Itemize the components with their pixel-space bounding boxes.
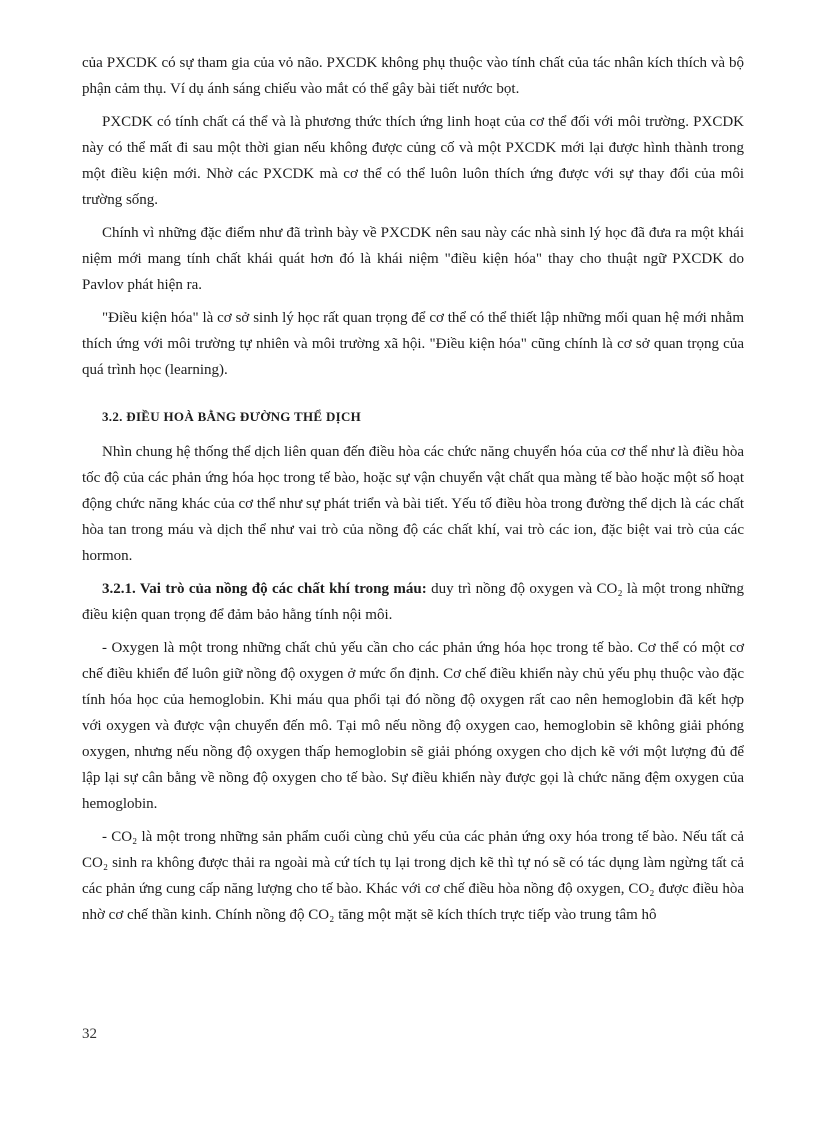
section-heading: 3.2. ĐIỀU HOÀ BẰNG ĐƯỜNG THỂ DỊCH <box>102 409 362 424</box>
paragraph-7: - Oxygen là một trong những chất chủ yếu cần cho các phản ứng hóa học trong tế bào. Cơ thể có một cơ chế điều khiển để luôn giữ nồng độ oxygen ở mức ổn định. Cơ chế điều khiển này chủ yếu phụ thuộc vào đặc tính hóa học của hemoglobin. Khi máu qua phổi tại đó nồng độ oxygen rất cao nên hemoglobin đã kết hợp với oxygen và được vận chuyển đến mô. Tại mô nếu nồng độ oxygen cao, hemoglobin sẽ không giải phóng oxygen, nhưng nếu nồng độ oxygen thấp hemoglobin sẽ giải phóng oxygen cho dịch kẽ với một lượng đủ để lập lại sự cân bằng về nồng độ oxygen cho tế bào. Sự điều khiển này được gọi là chức năng đệm oxygen của hemoglobin. <box>82 640 744 812</box>
paragraph-3: Chính vì những đặc điểm như đã trình bày về PXCDK nên sau này các nhà sinh lý học đã đưa ra một khái niệm mới mang tính chất khái quát hơn đó là khái niệm "điều kiện hóa" thay cho thuật ngữ PXCDK do Pavlov phát hiện ra. <box>82 225 744 293</box>
paragraph-6 <box>82 576 744 628</box>
paragraph-2: PXCDK có tính chất cá thể và là phương thức thích ứng linh hoạt của cơ thể đối với môi trường. PXCDK này có thể mất đi sau một thời gian nếu không được củng cố và một PXCDK mới lại được hình thành trong một điều kiện mới. Nhờ các PXCDK mà cơ thể có thể luôn luôn thích ứng được với sự thay đổi của môi trường sống. <box>82 114 744 208</box>
paragraph-1: của PXCDK có sự tham gia của vỏ não. PXCDK không phụ thuộc vào tính chất của tác nhân kích thích và bộ phận cảm thụ. Ví dụ ánh sáng chiếu vào mắt có thể gây bài tiết nước bọt. <box>82 55 744 97</box>
paragraph-8: - CO₂ là một trong những sản phẩm cuối cùng chủ yếu của các phản ứng oxy hóa trong tế bào. Nếu tất cả CO₂ sinh ra không được thải ra ngoài mà cứ tích tụ lại trong dịch kẽ thì tự nó sẽ có tác dụng làm ngừng tất cả các phản ứng cung cấp năng lượng cho tế bào. Khác với cơ chế điều hòa nồng độ oxygen, CO₂ được điều hòa nhờ cơ chế thần kinh. Chính nồng độ CO₂ tăng một mặt sẽ kích thích trực tiếp vào trung tâm hô <box>82 829 744 923</box>
paragraph-4: "Điều kiện hóa" là cơ sở sinh lý học rất quan trọng để cơ thể có thể thiết lập những mối quan hệ mới nhằm thích ứng với môi trường tự nhiên và môi trường xã hội. "Điều kiện hóa" cũng chính là cơ sở quan trọng của quá trình học (learning). <box>82 310 744 378</box>
subsection-lead-text: duy trì nồng độ oxygen và CO₂ là một trong những điều kiện quan trọng để đảm bảo hằng tính nội môi. <box>82 581 744 623</box>
page-body <box>82 50 744 935</box>
page-number: 32 <box>82 1026 97 1042</box>
paragraph-5: Nhìn chung hệ thống thể dịch liên quan đến điều hòa các chức năng chuyển hóa của cơ thể như là điều hòa tốc độ của các phản ứng hóa học trong tế bào, hoặc sự vận chuyển vật chất qua màng tế bào hoặc một số hoạt động chức năng khác của cơ thể như sự phát triển và bài tiết. Yếu tố điều hòa trong đường thể dịch là các chất hòa tan trong máu và dịch thể như vai trò của nồng độ các chất khí, vai trò các ion, đặc biệt vai trò của các hormon. <box>82 444 744 564</box>
subsection-heading: 3.2.1. Vai trò của nồng độ các chất khí trong máu: <box>102 581 427 597</box>
